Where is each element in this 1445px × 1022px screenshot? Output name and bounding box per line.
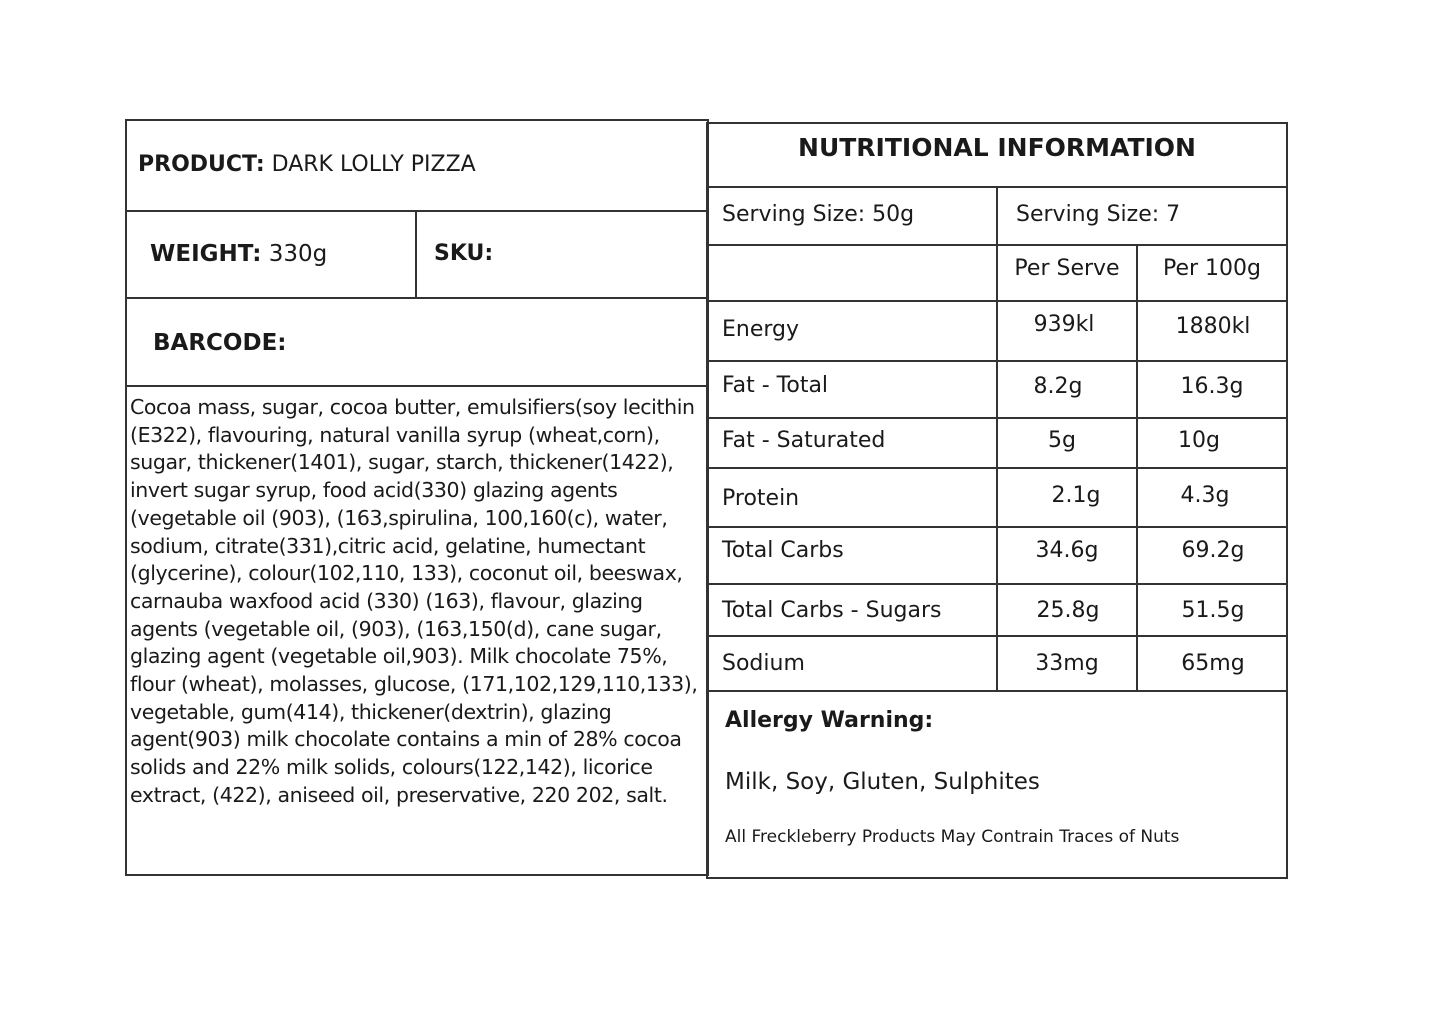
nutrient-name: Fat - Total bbox=[722, 373, 829, 398]
barcode-label: BARCODE: bbox=[153, 330, 287, 356]
nutrient-per-100g: 4.3g bbox=[1180, 483, 1230, 508]
nutrient-name: Fat - Saturated bbox=[722, 428, 886, 453]
nutrient-name: Energy bbox=[722, 317, 800, 342]
allergy-note: All Freckleberry Products May Contrain Traces of Nuts bbox=[725, 827, 1180, 847]
allergy-items: Milk, Soy, Gluten, Sulphites bbox=[725, 769, 1040, 795]
servings-per-pack: Serving Size: 7 bbox=[1016, 202, 1181, 227]
divider bbox=[127, 385, 707, 387]
nutrient-per-100g: 69.2g bbox=[1181, 538, 1245, 563]
product-row bbox=[138, 152, 476, 178]
nutrient-per-serve: 939kl bbox=[1033, 312, 1095, 337]
nutrient-per-serve: 8.2g bbox=[1033, 374, 1083, 399]
product-label: PRODUCT: bbox=[138, 152, 265, 177]
sku-row bbox=[434, 241, 493, 267]
nutrient-name: Sodium bbox=[722, 651, 805, 676]
nutrient-name: Total Carbs - Sugars bbox=[722, 598, 942, 623]
col-per-serve: Per Serve bbox=[1014, 256, 1120, 281]
col-per-100g: Per 100g bbox=[1162, 256, 1261, 281]
nutrient-per-serve: 5g bbox=[1048, 428, 1076, 453]
serving-size: Serving Size: 50g bbox=[722, 202, 915, 227]
divider bbox=[415, 211, 417, 297]
nutrient-per-serve: 33mg bbox=[1035, 651, 1099, 676]
nutrient-per-100g: 10g bbox=[1178, 428, 1220, 453]
nutrient-per-100g: 16.3g bbox=[1180, 374, 1244, 399]
nutrient-per-serve: 25.8g bbox=[1036, 598, 1100, 623]
nutrient-name: Total Carbs bbox=[722, 538, 844, 563]
weight-value: 330g bbox=[268, 241, 328, 267]
nutrient-per-serve: 2.1g bbox=[1051, 483, 1101, 508]
ingredients-text: Cocoa mass, sugar, cocoa butter, emulsifiers(soy lecithin (E322), flavouring, natural vanilla syrup (wheat,corn), sugar, thickener(1401), sugar, starch, thickener(1422), invert sugar syrup, food acid(330) glazing agents (vegetable oil (903), (163,spirulina, 100,160(c), water, sodium, citrate(331),citric acid, gelatine, humectant (glycerine), colour(102,110, 133), coconut oil, beeswax, carnauba waxfood acid (330) (163), flavour, glazing agents (vegetable oil, (903), (163,150(d), cane sugar, glazing agent (vegetable oil,903). Milk chocolate 75%, flour (wheat), molasses, glucose, (171,102,129,110,133), vegetable, gum(414), thickener(dextrin), glazing agent(903) milk chocolate contains a min of 28% cocoa solids and 22% milk solids, colours(122,142), licorice extract, (422), aniseed oil, preservative, 220 202, salt. bbox=[130, 395, 698, 807]
nutrient-per-100g: 51.5g bbox=[1181, 598, 1245, 623]
weight-row bbox=[150, 241, 327, 267]
divider bbox=[127, 210, 707, 212]
nutrition-title: NUTRITIONAL INFORMATION bbox=[798, 133, 1196, 162]
weight-label: WEIGHT: bbox=[150, 241, 262, 267]
allergy-title: Allergy Warning: bbox=[725, 708, 934, 733]
product-name: DARK LOLLY PIZZA bbox=[271, 152, 476, 177]
nutrient-per-serve: 34.6g bbox=[1035, 538, 1099, 563]
nutrient-per-100g: 1880kl bbox=[1175, 314, 1251, 339]
divider bbox=[708, 690, 1286, 692]
nutrient-name: Protein bbox=[722, 486, 800, 511]
sku-label: SKU: bbox=[434, 241, 494, 266]
divider bbox=[127, 297, 707, 299]
nutrient-per-100g: 65mg bbox=[1181, 651, 1245, 676]
